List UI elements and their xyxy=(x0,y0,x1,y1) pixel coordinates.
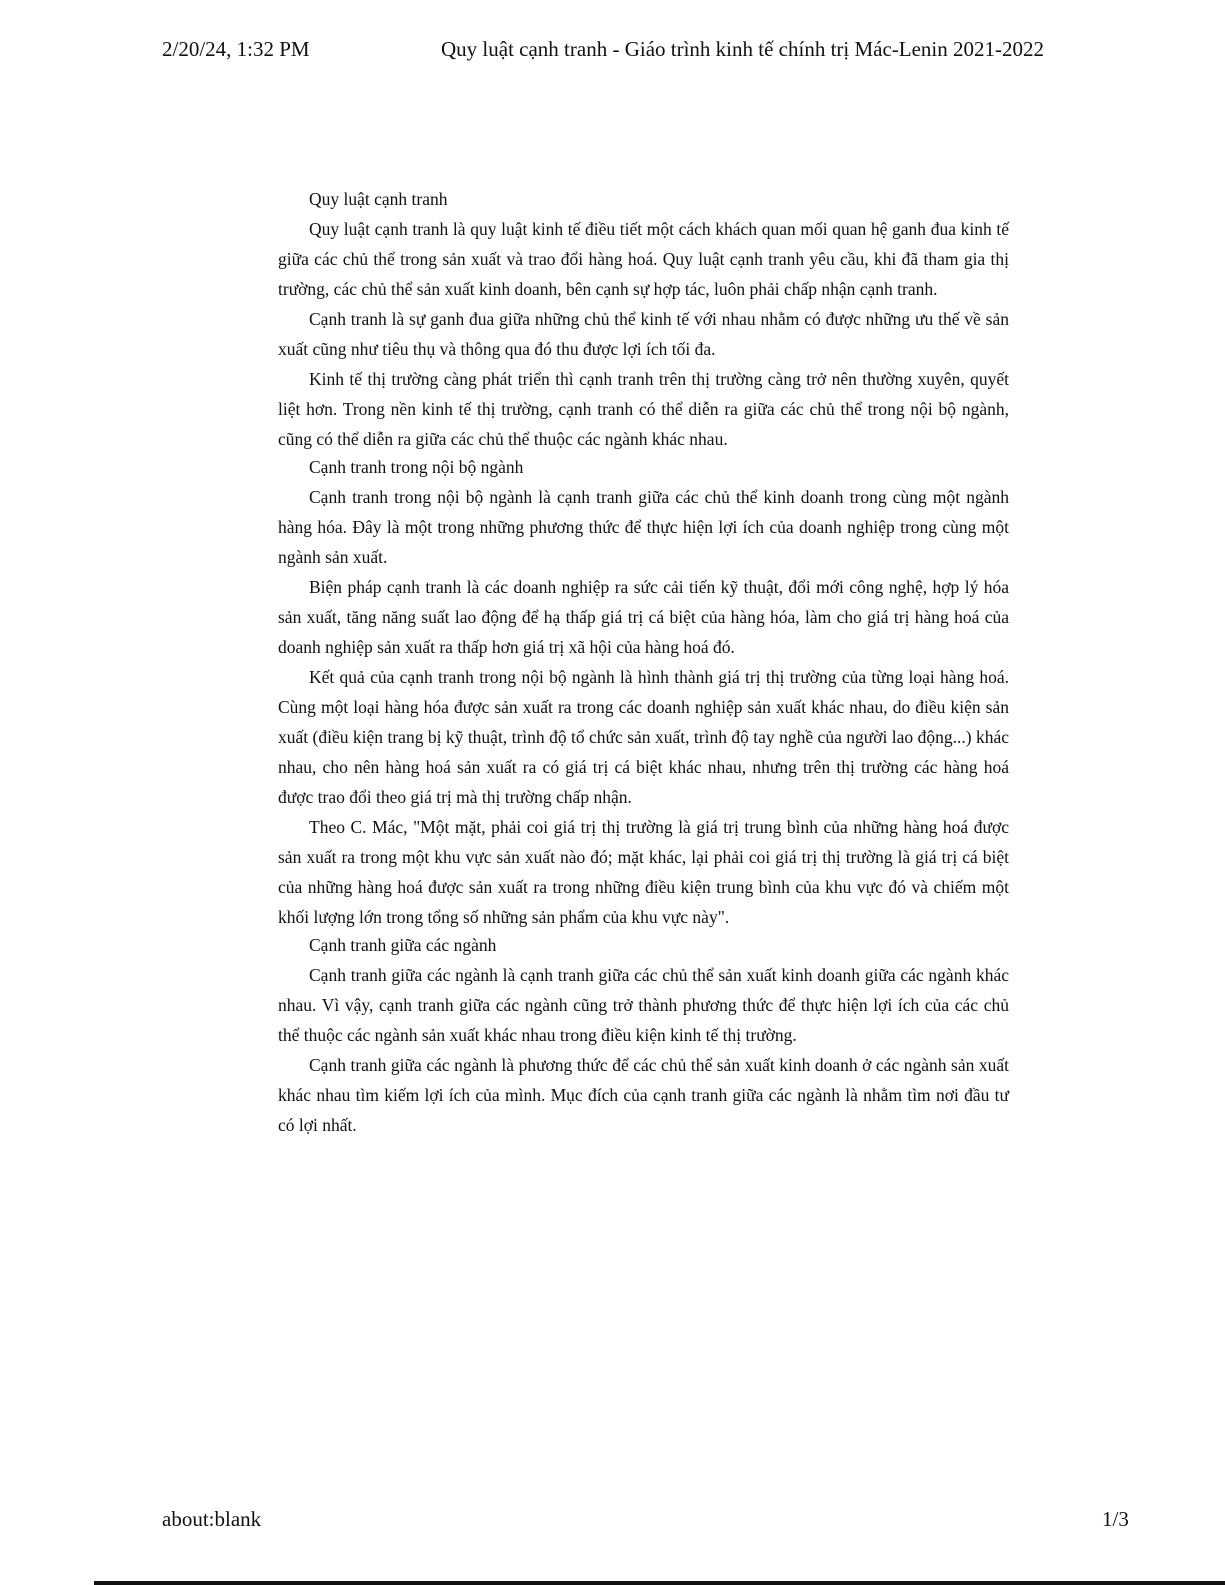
bottom-divider xyxy=(94,1581,1225,1585)
print-date: 2/20/24, 1:32 PM xyxy=(162,37,310,61)
document-title: Quy luật cạnh tranh - Giáo trình kinh tế chính trị Mác-Lenin 2021-2022 xyxy=(441,37,1045,61)
footer-url: about:blank xyxy=(162,1507,262,1531)
paragraph: Kết quả của cạnh tranh trong nội bộ ngành là hình thành giá trị thị trường của từng loại hàng hoá. Cùng một loại hàng hóa được sản xuất ra trong các doanh nghiệp sản xuất khác nhau, do điều kiện sản xuất (điều kiện trang bị kỹ thuật, trình độ tổ chức sản xuất, trình độ tay nghề của người lao động...) khác nhau, cho nên hàng hoá sản xuất ra có giá trị cá biệt khác nhau, nhưng trên thị trường các hàng hoá được trao đổi theo giá trị mà thị trường chấp nhận. xyxy=(278,667,1009,807)
paragraph: Cạnh tranh là sự ganh đua giữa những chủ thể kinh tế với nhau nhằm có được những ưu thế về sản xuất cũng như tiêu thụ và thông qua đó thu được lợi ích tối đa. xyxy=(278,309,1009,359)
paragraph: Cạnh tranh giữa các ngành là cạnh tranh giữa các chủ thể sản xuất kinh doanh giữa các ngành khác nhau. Vì vậy, cạnh tranh giữa các ngành cũng trở thành phương thức để thực hiện lợi ích của các chủ thể thuộc các ngành sản xuất khác nhau trong điều kiện kinh tế thị trường. xyxy=(278,965,1009,1045)
paragraph: Kinh tế thị trường càng phát triển thì cạnh tranh trên thị trường càng trở nên thường xuyên, quyết liệt hơn. Trong nền kinh tế thị trường, cạnh tranh có thể diễn ra giữa các chủ thể trong nội bộ ngành, cũng có thể diễn ra giữa các chủ thể thuộc các ngành khác nhau. xyxy=(278,369,1009,449)
paragraph: Cạnh tranh giữa các ngành là phương thức để các chủ thể sản xuất kinh doanh ở các ngành sản xuất khác nhau tìm kiếm lợi ích của mình. Mục đích của cạnh tranh giữa các ngành là nhằm tìm nơi đầu tư có lợi nhất. xyxy=(278,1055,1009,1135)
paragraph: Biện pháp cạnh tranh là các doanh nghiệp ra sức cải tiến kỹ thuật, đổi mới công nghệ, hợp lý hóa sản xuất, tăng năng suất lao động để hạ thấp giá trị cá biệt của hàng hóa, làm cho giá trị hàng hoá của doanh nghiệp sản xuất ra thấp hơn giá trị xã hội của hàng hoá đó. xyxy=(278,577,1009,657)
section-heading-internal: Cạnh tranh trong nội bộ ngành xyxy=(309,457,524,477)
article-body xyxy=(278,186,1009,1140)
section-heading-main: Quy luật cạnh tranh xyxy=(309,189,448,209)
paragraph: Cạnh tranh trong nội bộ ngành là cạnh tranh giữa các chủ thể kinh doanh trong cùng một ngành hàng hóa. Đây là một trong những phương thức để thực hiện lợi ích của doanh nghiệp trong cùng một ngành sản xuất. xyxy=(278,487,1009,567)
page-number: 1/3 xyxy=(1102,1507,1129,1531)
paragraph: Quy luật cạnh tranh là quy luật kinh tế điều tiết một cách khách quan mối quan hệ ganh đua kinh tế giữa các chủ thể trong sản xuất và trao đổi hàng hoá. Quy luật cạnh tranh yêu cầu, khi đã tham gia thị trường, các chủ thể sản xuất kinh doanh, bên cạnh sự hợp tác, luôn phải chấp nhận cạnh tranh. xyxy=(278,219,1009,299)
section-heading-between: Cạnh tranh giữa các ngành xyxy=(309,935,497,955)
paragraph: Theo C. Mác, "Một mặt, phải coi giá trị thị trường là giá trị trung bình của những hàng hoá được sản xuất ra trong một khu vực sản xuất nào đó; mặt khác, lại phải coi giá trị thị trường là giá trị cá biệt của những hàng hoá được sản xuất ra trong những điều kiện trung bình của khu vực đó và chiếm một khối lượng lớn trong tổng số những sản phẩm của khu vực này". xyxy=(278,817,1009,927)
